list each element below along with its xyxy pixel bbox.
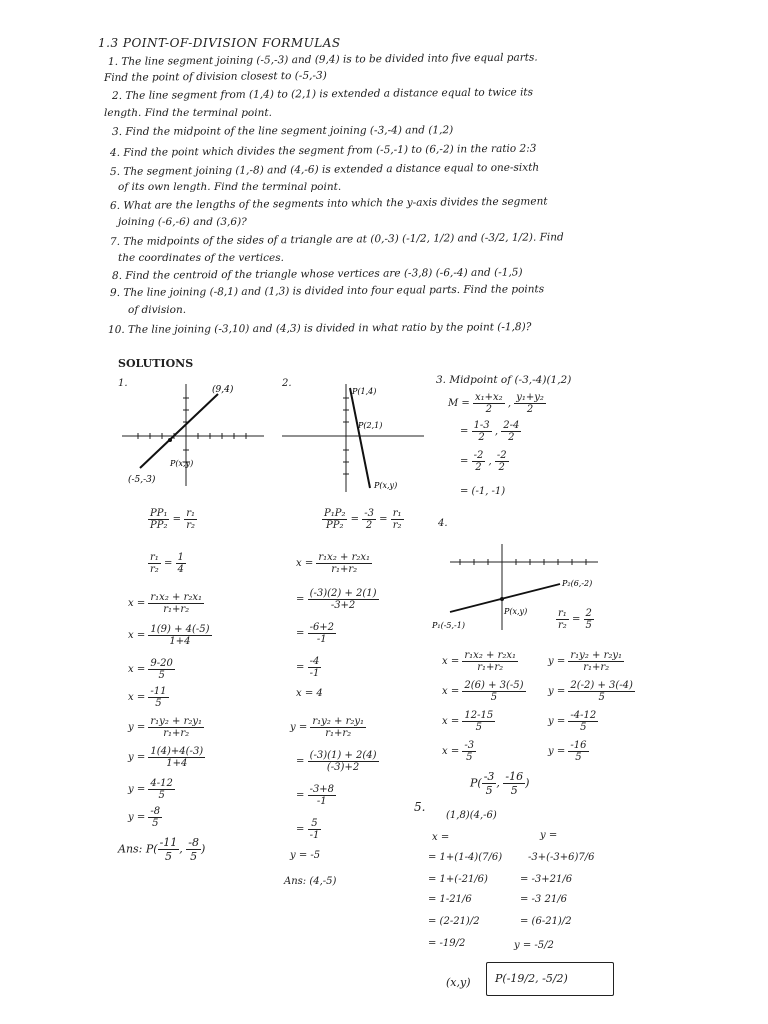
sol4-x-result: x = $\frac{-3}{5}$ [442,740,475,763]
point-label: P₁(-5,-1) [432,621,465,630]
problem-line: 10. The line joining (-3,10) and (4,3) is divided in what ratio by the point (-1,8)? [107,321,532,336]
point-label: P(x,y) [504,607,528,616]
sol3-title: 3. Midpoint of (-3,-4)(1,2) [436,374,572,386]
point-label: (-5,-3) [128,475,156,485]
sol1-y-sub: y = $\frac{1(4)+4(-3)}{1+4}$ [128,746,204,769]
sol1-r-values: $\frac{\text{r₁}}{\text{r₂}}$ = $\frac{1}{4}$ [150,552,184,575]
sol4-number: 4. [438,518,448,529]
sol5-number: 5. [414,800,426,814]
sol1-y-formula: y = $\frac{\text{r₁y₂ + r₂y₁}}{\text{r₁+r₂}}$ [128,716,203,739]
point-label: (9,4) [212,385,234,395]
sol2-x-formula: x = $\frac{\text{r₁x₂ + r₂x₁}}{\text{r₁+r₂}}$ [296,552,371,575]
sol4-answer: P( $\frac{-3}{5}$ , $\frac{-16}{5}$ ) [470,770,530,797]
problem-line: of division. [128,304,187,316]
sol1-answer: Ans: P( $\frac{-11}{5}$ , $\frac{-8}{5}$ ) [118,836,206,863]
sol4-y-formula: y = $\frac{\text{r₁y₂ + r₂y₁}}{\text{r₁+r₂}}$ [548,650,623,673]
sol1-x-step: x = $\frac{9-20}{5}$ [128,658,173,681]
problem-line: 2. The line segment from (1,4) to (2,1) is extended a distance equal to twice its [111,86,534,102]
sol2-y-formula: y = $\frac{\text{r₁y₂ + r₂y₁}}{\text{r₁+r₂}}$ [290,716,365,739]
sol2-ratio: $\frac{\text{P₁P₂}}{\text{PP₂}}$ = $\frac{-3}{2}$ = $\frac{\text{r₁}}{\text{r₂}}$ [324,508,402,531]
sol3-step: = $\frac{-2}{2}$ , $\frac{-2}{2}$ [460,450,507,473]
sol5-answer-lhs: (x,y) [446,976,471,989]
sol5-x-line: = 1+(1-4)(7/6) [428,852,503,863]
sol2-y-final: y = -5 [290,850,321,861]
sol5-answer-box: P(-19/2, -5/2) [486,962,614,996]
problem-line: the coordinates of the vertices. [118,252,284,264]
problem-line: of its own length. Find the terminal point. [118,181,342,193]
sol3-result: = (-1, -1) [460,486,506,497]
problem-line: length. Find the terminal point. [104,107,272,119]
sol1-number: 1. [118,378,128,389]
sol4-y-sub: y = $\frac{2(-2) + 3(-4)}{5}$ [548,680,633,703]
point-label: P(x,y) [170,459,194,468]
sol2-x-sub: = $\frac{(-3)(2) + 2(1)}{-3+2}$ [296,588,377,611]
sol1-x-sub: x = $\frac{1(9) + 4(-5)}{1+4}$ [128,624,210,647]
segment [140,394,218,468]
sol5-y-line: y = [540,830,558,841]
point-label: P₂(6,-2) [562,579,593,588]
problem-line: 5. The segment joining (1,-8) and (4,-6) is extended a distance equal to one-sixth [109,161,540,178]
sol2-x-step: = $\frac{-6+2}{-1}$ [296,622,335,645]
sol1-x-result: x = $\frac{-11}{5}$ [128,686,167,709]
sol1-x-formula: x = $\frac{\text{r₁x₂ + r₂x₁}}{\text{r₁+r₂}}$ [128,592,203,615]
sol5-y-line: -3+(-3+6)7/6 [528,852,595,863]
sol4-x-formula: x = $\frac{\text{r₁x₂ + r₂x₁}}{\text{r₁+r₂}}$ [442,650,517,673]
sol4-ratio: $\frac{\text{r₁}}{\text{r₂}}$ = $\frac{2}{5}$ [558,608,592,631]
page-header: 1.3 POINT-OF-DIVISION FORMULAS [98,36,341,50]
problem-line: 3. Find the midpoint of the line segment joining (-3,-4) and (1,2) [111,124,454,138]
problem-line: 1. The line segment joining (-5,-3) and (9,4) is to be divided into five equal parts. [107,51,538,68]
sol5-y-line: = -3 21/6 [520,894,567,905]
point-label: P(x,y) [374,481,398,490]
sol4-y-result: y = $\frac{-16}{5}$ [548,740,587,763]
sol5-x-line: = (2-21)/2 [428,916,480,927]
point-label: P(1,4) [352,387,377,396]
sol2-graph [278,378,428,498]
sol2-number: 2. [282,378,292,389]
problem-line: 7. The midpoints of the sides of a triangle are at (0,-3) (-1/2, 1/2) and (-3/2, 1/2). Find [109,231,564,248]
sol5-y-line: = (6-21)/2 [520,916,572,927]
problem-line: joining (-6,-6) and (3,6)? [118,216,247,228]
sol5-y-line: = -3+21/6 [520,874,573,885]
sol2-y-step: = $\frac{-3+8}{-1}$ [296,784,335,807]
problem-line: 8. Find the centroid of the triangle whose vertices are (-3,8) (-6,-4) and (-1,5) [111,266,523,282]
sol1-y-step: y = $\frac{4-12}{5}$ [128,778,173,801]
sol5-y-line: y = -5/2 [514,940,554,951]
sol3-formula: M = $\frac{\text{x₁+x₂}}{2}$ , $\frac{\text{y₁+y₂}}{2}$ [448,392,544,415]
sol5-x-line: = 1+(-21/6) [428,874,488,885]
sol5-points: (1,8)(4,-6) [446,810,497,821]
sol2-x-result: = $\frac{-4}{-1}$ [296,656,320,679]
sol2-y-sub: = $\frac{(-3)(1) + 2(4)}{(-3)+2}$ [296,750,377,773]
problem-line: 9. The line joining (-8,1) and (1,3) is divided into four equal parts. Find the points [109,283,545,299]
sol1-ratio: $\frac{\text{PP₁}}{\text{PP₂}}$ = $\frac{\text{r₁}}{\text{r₂}}$ [150,508,196,531]
sol2-x-final: x = 4 [296,688,323,699]
sol3-sub: = $\frac{1-3}{2}$ , $\frac{2-4}{2}$ [460,420,520,443]
sol2-answer: Ans: (4,-5) [284,876,337,887]
sol1-y-result: y = $\frac{-8}{5}$ [128,806,161,829]
sol2-y-result: = $\frac{5}{-1}$ [296,818,320,841]
sol4-x-step: x = $\frac{12-15}{5}$ [442,710,494,733]
segment [350,388,370,488]
problem-line: Find the point of division closest to (-5,-3) [103,69,327,84]
point-label: P(2,1) [358,421,383,430]
sol5-x-line: x = [432,832,450,843]
sol5-x-line: = 1-21/6 [428,894,472,905]
sol5-x-line: = -19/2 [428,938,466,949]
sol1-graph [118,378,268,493]
solutions-title: SOLUTIONS [118,357,194,370]
sol4-x-sub: x = $\frac{2(6) + 3(-5)}{5}$ [442,680,524,703]
sol4-y-step: y = $\frac{-4-12}{5}$ [548,710,597,733]
problem-line: 4. Find the point which divides the segment from (-5,-1) to (6,-2) in the ratio 2:3 [109,142,537,159]
problem-line: 6. What are the lengths of the segments into which the y-axis divides the segment [109,195,548,212]
